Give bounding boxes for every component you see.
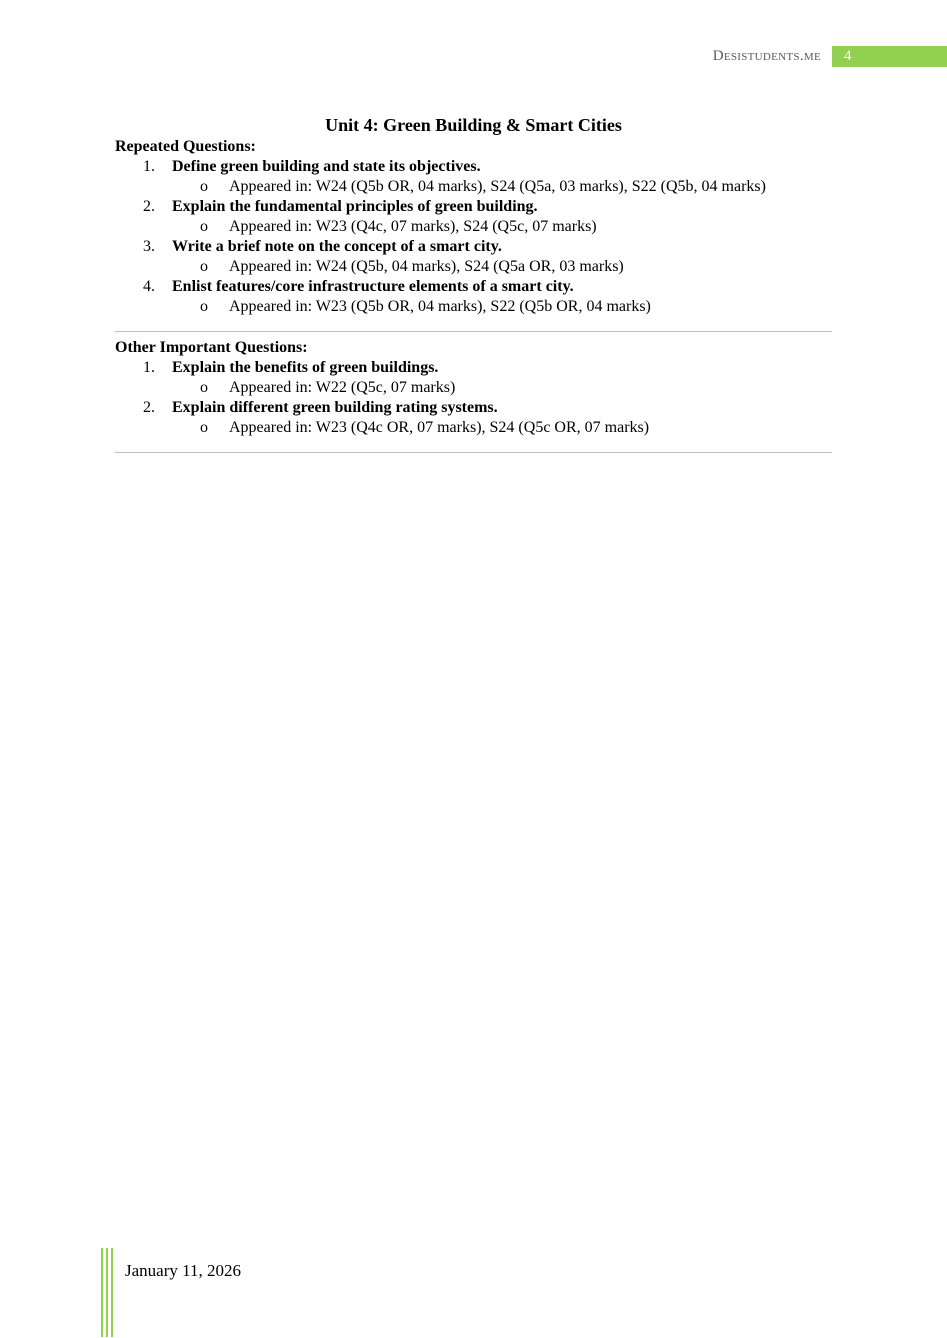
appeared-in-text: Appeared in: W22 (Q5c, 07 marks) [229,379,456,396]
question-text: Explain the benefits of green buildings. [172,359,439,376]
footer-date: January 11, 2026 [125,1261,241,1280]
question-number: 1. [143,158,155,175]
bullet-icon: o [200,379,208,396]
section-divider [115,452,832,453]
question-number: 2. [143,399,155,416]
header-site-name: Desistudents.me [712,48,821,64]
appeared-in-text: Appeared in: W23 (Q5b OR, 04 marks), S22 (Q5b OR, 04 marks) [229,298,651,315]
question-text: Explain different green building rating systems. [172,399,498,416]
bullet-icon: o [200,298,208,315]
section-heading: Repeated Questions: [115,138,256,155]
question-text: Write a brief note on the concept of a smart city. [172,238,502,255]
question-text: Enlist features/core infrastructure elements of a smart city. [172,278,574,295]
appeared-in-text: Appeared in: W23 (Q4c OR, 07 marks), S24 (Q5c OR, 07 marks) [229,419,650,436]
question-text: Define green building and state its objectives. [172,158,481,175]
section-heading: Other Important Questions: [115,339,308,356]
page-title: Unit 4: Green Building & Smart Cities [325,115,622,135]
appeared-in-text: Appeared in: W23 (Q4c, 07 marks), S24 (Q5c, 07 marks) [229,218,597,235]
question-number: 3. [143,238,155,255]
bullet-icon: o [200,419,208,436]
question-number: 4. [143,278,155,295]
question-number: 2. [143,198,155,215]
bullet-icon: o [200,178,208,195]
section-divider [115,331,832,332]
header-page-number: 4 [832,46,947,67]
bullet-icon: o [200,258,208,275]
appeared-in-text: Appeared in: W24 (Q5b OR, 04 marks), S24 (Q5a, 03 marks), S22 (Q5b, 04 marks) [229,178,766,195]
question-number: 1. [143,359,155,376]
bullet-icon: o [200,218,208,235]
appeared-in-text: Appeared in: W24 (Q5b, 04 marks), S24 (Q5a OR, 03 marks) [229,258,624,275]
question-text: Explain the fundamental principles of green building. [172,198,538,215]
